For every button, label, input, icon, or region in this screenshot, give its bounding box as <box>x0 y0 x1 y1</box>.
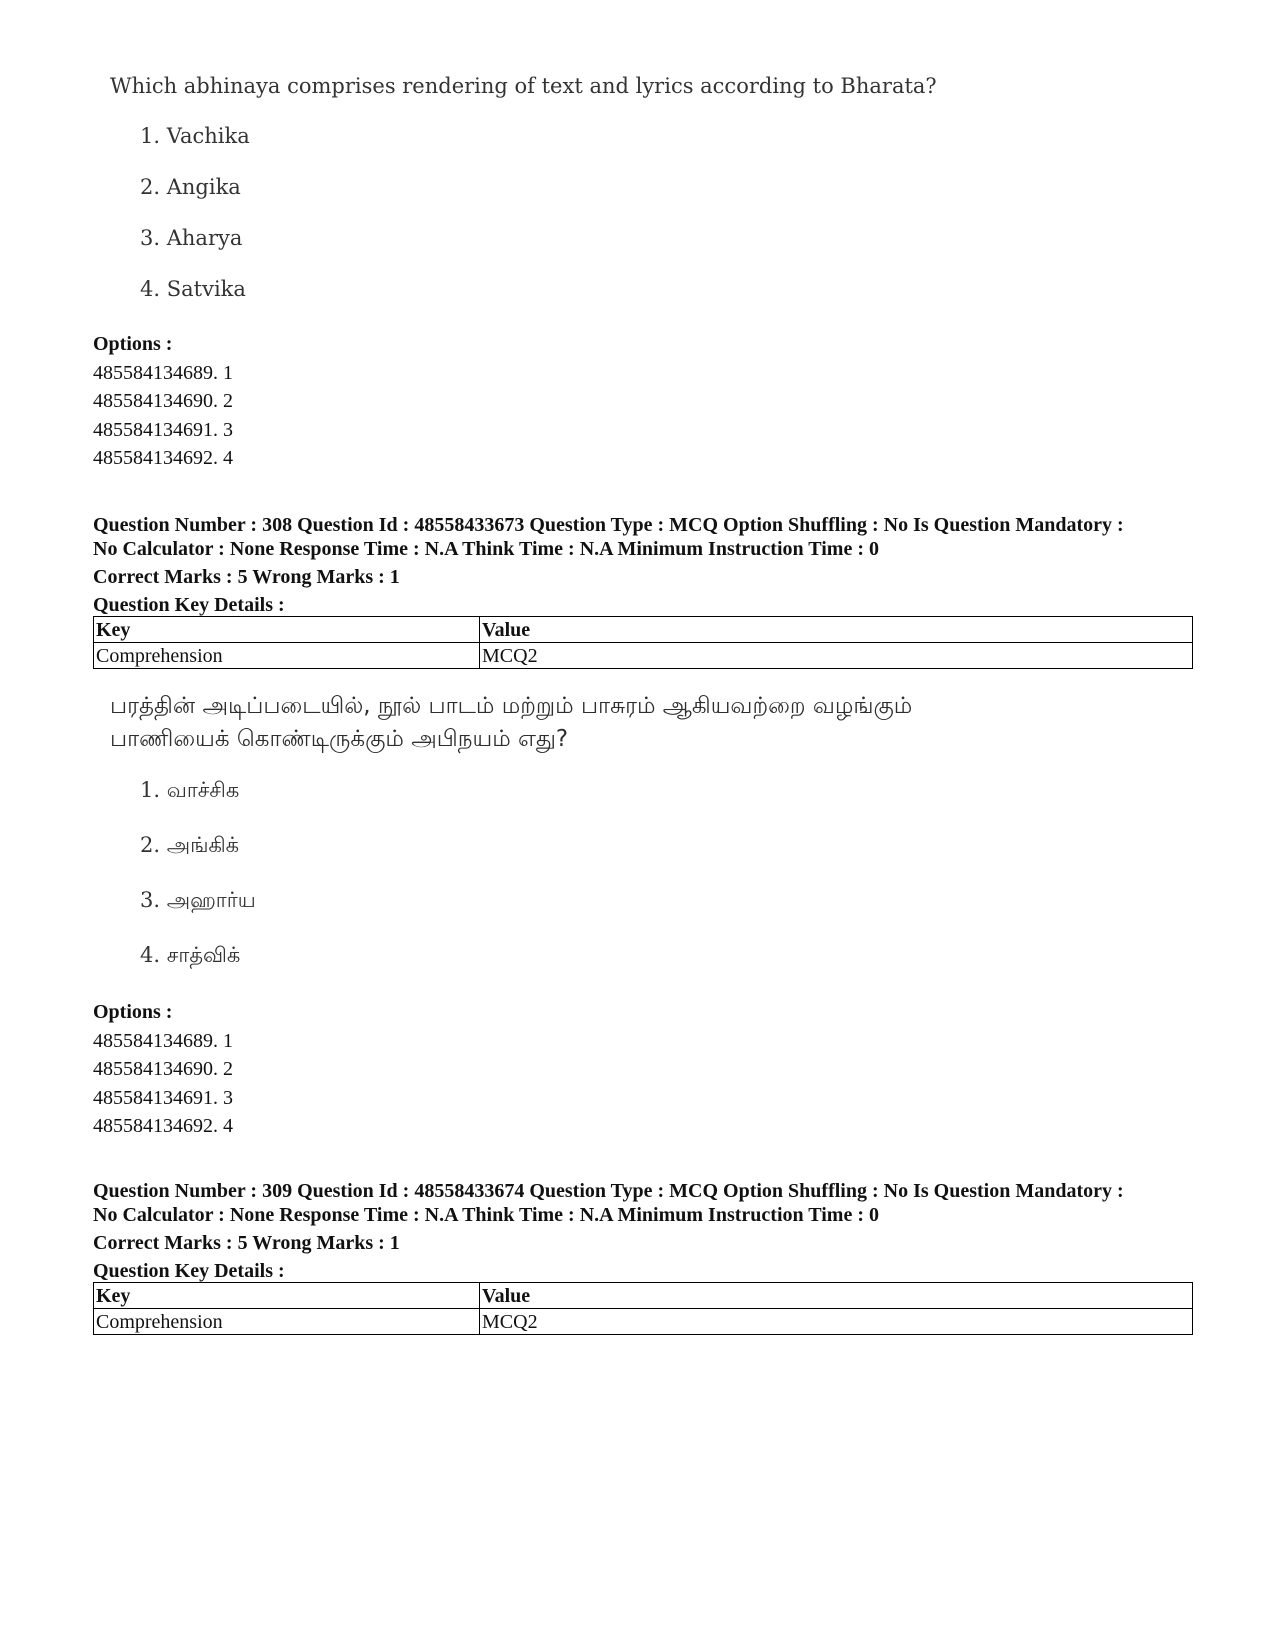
option-id-1: 485584134689. 1 <box>93 1029 233 1052</box>
q308-choice-2: 2. அங்கிக் <box>140 833 240 857</box>
q307-stem: Which abhinaya comprises rendering of text and lyrics according to Bharata? <box>110 74 937 98</box>
header-value: Value <box>480 1283 1193 1309</box>
q307-choice-4: 4. Satvika <box>140 277 246 301</box>
q309-marks: Correct Marks : 5 Wrong Marks : 1 <box>93 1232 400 1254</box>
q308-choice-list <box>110 778 912 970</box>
q308-key-table <box>93 616 1193 669</box>
options-heading: Options : <box>93 333 173 355</box>
q309-key-details-label: Question Key Details : <box>93 1260 285 1282</box>
q308-choice-1: 1. வாச்சிக <box>140 778 240 802</box>
option-id-4: 485584134692. 4 <box>93 447 233 469</box>
header-key: Key <box>94 617 480 643</box>
header-key: Key <box>94 1283 480 1309</box>
cell-key: Comprehension <box>94 1309 480 1335</box>
q307-choice-list <box>110 124 937 301</box>
q308-meta-line-1: Question Number : 308 Question Id : 48558433673 Question Type : MCQ Option Shuffling : No Is Question Mandatory : <box>93 514 1124 536</box>
option-id-3: 485584134691. 3 <box>93 1086 233 1109</box>
q308-choice-3: 3. அஹார்ய <box>140 888 256 912</box>
q308-metadata <box>93 513 1203 617</box>
q308-marks: Correct Marks : 5 Wrong Marks : 1 <box>93 566 400 588</box>
cell-key: Comprehension <box>94 643 480 669</box>
table-header-row <box>94 1283 1193 1309</box>
table-row <box>94 643 1193 669</box>
q309-key-table <box>93 1282 1193 1335</box>
q308-key-details-label: Question Key Details : <box>93 594 285 616</box>
q308-stem-line-2: பாணியைக் கொண்டிருக்கும் அபிநயம் எது? <box>110 726 569 752</box>
cell-value: MCQ2 <box>480 1309 1193 1335</box>
option-id-2: 485584134690. 2 <box>93 1058 233 1080</box>
q307-question-image <box>110 70 937 301</box>
q309-meta-line-2: No Calculator : None Response Time : N.A Think Time : N.A Minimum Instruction Time : 0 <box>93 1204 879 1226</box>
q308-meta-line-2: No Calculator : None Response Time : N.A Think Time : N.A Minimum Instruction Time : 0 <box>93 538 879 560</box>
header-value: Value <box>480 617 1193 643</box>
q308-choice-4: 4. சாத்விக் <box>140 943 241 967</box>
q309-metadata <box>93 1179 1203 1283</box>
option-id-4: 485584134692. 4 <box>93 1115 233 1137</box>
q307-options <box>93 330 233 473</box>
options-heading: Options : <box>93 1001 173 1023</box>
q309-meta-line-1: Question Number : 309 Question Id : 48558433674 Question Type : MCQ Option Shuffling : No Is Question Mandatory : <box>93 1180 1124 1202</box>
option-id-2: 485584134690. 2 <box>93 390 233 412</box>
cell-value: MCQ2 <box>480 643 1193 669</box>
option-id-1: 485584134689. 1 <box>93 361 233 384</box>
q307-choice-1: 1. Vachika <box>140 124 250 148</box>
q308-stem-line-1: பரத்தின் அடிப்படையில், நூல் பாடம் மற்றும் பாசுரம் ஆகியவற்றை வழங்கும் <box>110 693 913 719</box>
option-id-3: 485584134691. 3 <box>93 418 233 441</box>
q308-question-image <box>110 690 912 970</box>
table-row <box>94 1309 1193 1335</box>
q307-choice-3: 3. Aharya <box>140 226 243 250</box>
table-header-row <box>94 617 1193 643</box>
q308-options <box>93 998 233 1141</box>
q307-choice-2: 2. Angika <box>140 175 241 199</box>
